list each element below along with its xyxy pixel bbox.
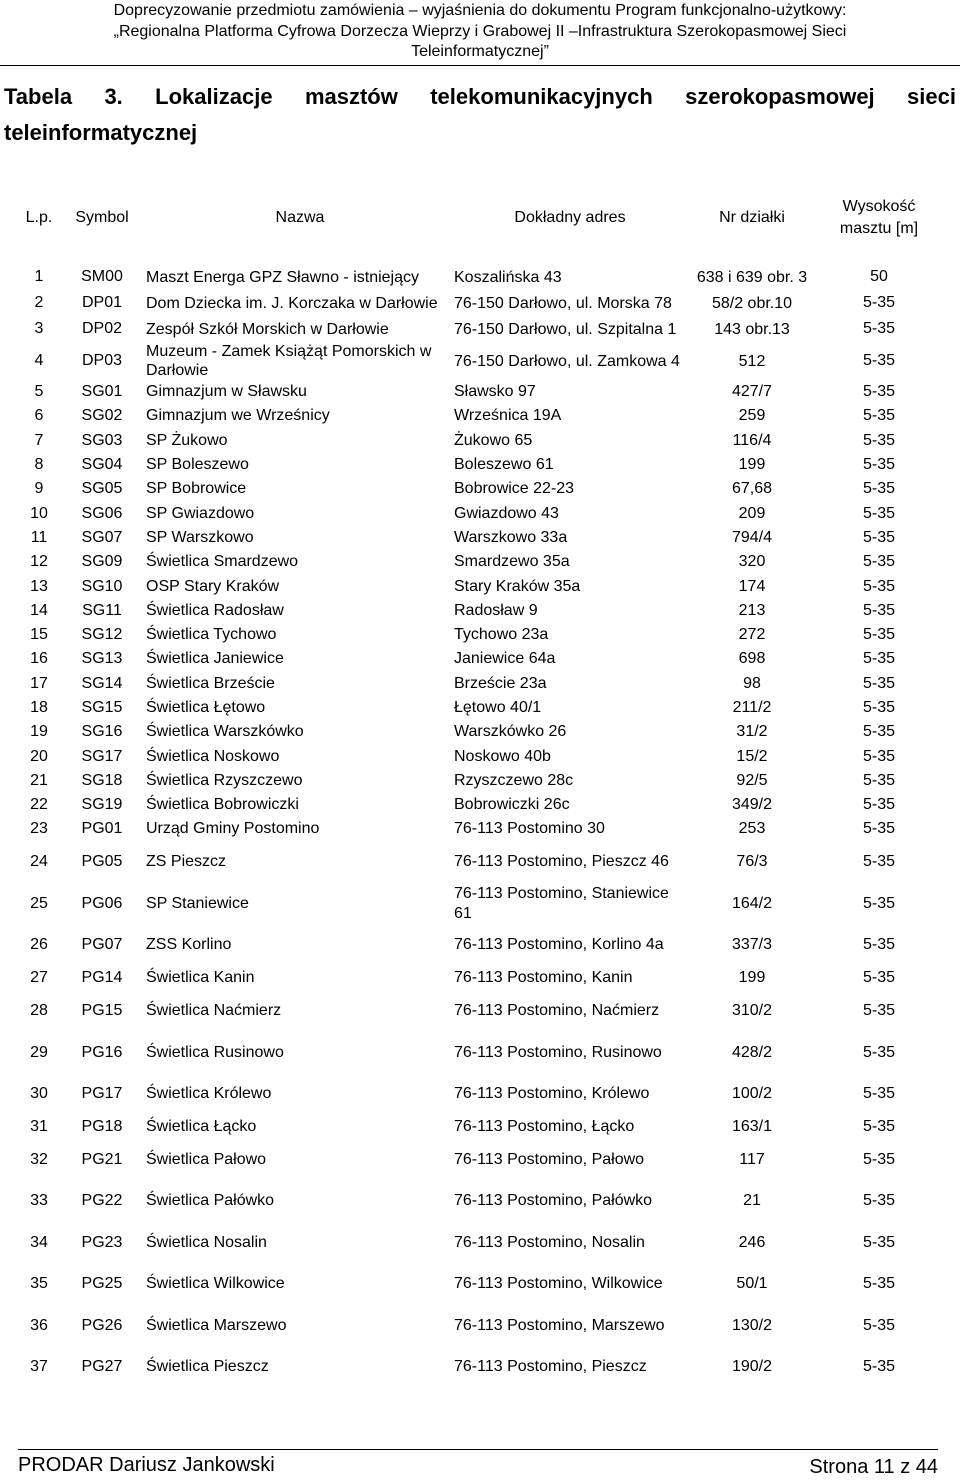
cell-lp: 6 bbox=[34, 407, 44, 425]
table-row bbox=[20, 501, 940, 525]
table-row bbox=[20, 696, 940, 720]
cell-lp: 19 bbox=[30, 723, 48, 741]
caption-line-2: teleinformatycznej bbox=[4, 120, 198, 145]
cell-symbol: SG13 bbox=[81, 650, 123, 668]
table-row bbox=[20, 526, 940, 550]
cell-symbol: SG01 bbox=[81, 383, 123, 401]
cell-symbol: SG06 bbox=[81, 504, 123, 522]
table-row bbox=[20, 966, 940, 990]
cell-nazwa: ZS Pieszcz bbox=[146, 853, 227, 871]
cell-wysokosc: 5-35 bbox=[862, 650, 896, 668]
cell-lp: 15 bbox=[30, 626, 48, 644]
caption-word: masztów bbox=[304, 84, 398, 109]
cell-adres: Gwiazdowo 43 bbox=[454, 504, 559, 522]
cell-wysokosc: 5-35 bbox=[862, 431, 896, 449]
cell-adres: Radosław 9 bbox=[454, 601, 538, 619]
cell-lp: 7 bbox=[34, 431, 44, 449]
cell-nazwa: Świetlica Tychowo bbox=[146, 626, 277, 644]
cell-lp: 14 bbox=[30, 601, 48, 619]
cell-symbol: PG06 bbox=[81, 894, 123, 912]
cell-symbol: PG18 bbox=[81, 1118, 123, 1136]
cell-dzialka: 174 bbox=[738, 577, 766, 595]
cell-wysokosc: 5-35 bbox=[862, 1358, 896, 1376]
cell-wysokosc: 5-35 bbox=[862, 480, 896, 498]
col-header-symbol: Symbol bbox=[75, 209, 129, 226]
cell-symbol: SG02 bbox=[81, 407, 123, 425]
cell-nazwa: OSP Stary Kraków bbox=[146, 577, 280, 595]
table-row bbox=[20, 342, 940, 380]
cell-symbol: DP03 bbox=[81, 352, 123, 369]
cell-dzialka: 638 i 639 obr. 3 bbox=[696, 268, 808, 286]
cell-adres: Warszkowo 33a bbox=[454, 528, 568, 546]
header-line-1: Doprecyzowanie przedmiotu zamówienia – wyjaśnienia do dokumentu Program funkcjonalno-użytkowy: bbox=[113, 2, 847, 19]
caption-word: telekomunikacyjnych bbox=[430, 84, 653, 109]
cell-adres: 76-113 Postomino, Pieszcz 46 bbox=[454, 853, 669, 871]
cell-dzialka: 209 bbox=[738, 504, 766, 522]
cell-nazwa: SP Boleszewo bbox=[146, 456, 249, 474]
table-row bbox=[20, 477, 940, 501]
cell-lp: 31 bbox=[30, 1118, 48, 1136]
cell-symbol: SM00 bbox=[81, 268, 123, 285]
cell-lp: 9 bbox=[34, 480, 44, 498]
cell-lp: 37 bbox=[30, 1358, 48, 1376]
table-row bbox=[20, 672, 940, 696]
cell-wysokosc: 5-35 bbox=[862, 674, 896, 692]
cell-dzialka: 246 bbox=[738, 1233, 766, 1251]
cell-adres: 76-113 Postomino, Pieszcz bbox=[454, 1358, 647, 1376]
mast-locations-table bbox=[20, 172, 940, 1388]
cell-dzialka: 58/2 obr.10 bbox=[711, 294, 793, 312]
cell-dzialka: 92/5 bbox=[736, 771, 768, 789]
cell-nazwa: Świetlica Warszkówko bbox=[146, 723, 304, 741]
cell-dzialka: 320 bbox=[738, 553, 766, 571]
cell-nazwa: Świetlica Rusinowo bbox=[146, 1043, 284, 1061]
cell-symbol: PG17 bbox=[81, 1085, 123, 1103]
caption-word: sieci bbox=[907, 84, 956, 109]
cell-adres: Warszkówko 26 bbox=[454, 723, 567, 741]
table-row bbox=[20, 720, 940, 744]
cell-adres: Rzyszczewo 28c bbox=[454, 771, 574, 789]
cell-symbol: PG14 bbox=[81, 969, 123, 987]
cell-adres: Brzeście 23a bbox=[454, 674, 547, 692]
col-header-wysokosc: Wysokość masztu [m] bbox=[839, 198, 919, 237]
page-footer bbox=[18, 1449, 938, 1480]
cell-wysokosc: 5-35 bbox=[862, 1085, 896, 1103]
cell-wysokosc: 5-35 bbox=[862, 747, 896, 765]
cell-dzialka: 310/2 bbox=[731, 1002, 773, 1020]
cell-symbol: PG07 bbox=[81, 936, 123, 954]
cell-symbol: SG19 bbox=[81, 796, 123, 814]
cell-lp: 12 bbox=[30, 553, 48, 571]
cell-adres: Łętowo 40/1 bbox=[454, 699, 542, 716]
cell-nazwa: SP Żukowo bbox=[146, 431, 228, 449]
cell-wysokosc: 5-35 bbox=[862, 294, 896, 311]
cell-nazwa: SP Gwiazdowo bbox=[146, 504, 255, 522]
cell-adres: Bobrowice 22-23 bbox=[454, 480, 575, 498]
cell-lp: 34 bbox=[30, 1233, 48, 1251]
cell-dzialka: 253 bbox=[738, 820, 766, 838]
cell-adres: 76-113 Postomino, Marszewo bbox=[454, 1316, 665, 1334]
cell-dzialka: 349/2 bbox=[731, 796, 773, 814]
cell-dzialka: 698 bbox=[738, 650, 766, 668]
cell-nazwa: Świetlica Smardzewo bbox=[146, 553, 299, 571]
cell-nazwa: Gimnazjum w Sławsku bbox=[146, 383, 307, 401]
cell-wysokosc: 5-35 bbox=[862, 1118, 896, 1136]
table-row bbox=[20, 1347, 940, 1389]
cell-symbol: SG07 bbox=[81, 528, 123, 546]
footer-page-number: Strona 11 z 44 bbox=[809, 1456, 938, 1478]
cell-lp: 29 bbox=[30, 1043, 48, 1061]
cell-adres: 76-113 Postomino, Pałowo bbox=[454, 1150, 645, 1168]
cell-dzialka: 163/1 bbox=[731, 1118, 773, 1136]
cell-wysokosc: 5-35 bbox=[862, 771, 896, 789]
cell-lp: 18 bbox=[30, 699, 48, 716]
cell-adres: 76-113 Postomino, Pałówko bbox=[454, 1192, 653, 1210]
cell-dzialka: 15/2 bbox=[736, 747, 768, 765]
table-row bbox=[20, 990, 940, 1032]
cell-nazwa: Świetlica Janiewice bbox=[146, 650, 284, 668]
caption-word: Lokalizacje bbox=[155, 84, 273, 109]
table-row bbox=[20, 1073, 940, 1115]
cell-nazwa: ZSS Korlino bbox=[146, 936, 232, 954]
cell-nazwa: Świetlica Łętowo bbox=[146, 699, 266, 716]
cell-adres: Sławsko 97 bbox=[454, 383, 536, 401]
cell-adres: 76-113 Postomino, Królewo bbox=[454, 1085, 650, 1103]
cell-lp: 17 bbox=[30, 674, 48, 692]
table-row bbox=[20, 925, 940, 967]
table-row bbox=[20, 1139, 940, 1181]
cell-dzialka: 259 bbox=[738, 407, 766, 425]
cell-dzialka: 211/2 bbox=[732, 699, 772, 716]
cell-nazwa: Świetlica Bobrowiczki bbox=[146, 796, 299, 814]
cell-lp: 4 bbox=[34, 352, 44, 369]
cell-nazwa: Świetlica Łącko bbox=[146, 1118, 257, 1136]
cell-nazwa: Świetlica Radosław bbox=[146, 601, 284, 619]
cell-dzialka: 117 bbox=[739, 1150, 765, 1168]
cell-nazwa: Świetlica Nosalin bbox=[146, 1233, 267, 1251]
cell-wysokosc: 5-35 bbox=[862, 796, 896, 814]
cell-symbol: PG26 bbox=[81, 1316, 123, 1334]
cell-wysokosc: 5-35 bbox=[862, 969, 896, 987]
table-row bbox=[20, 550, 940, 574]
cell-wysokosc: 5-35 bbox=[862, 699, 896, 716]
cell-wysokosc: 5-35 bbox=[862, 894, 896, 912]
cell-nazwa: Świetlica Wilkowice bbox=[146, 1275, 285, 1293]
cell-nazwa: Świetlica Marszewo bbox=[146, 1316, 287, 1334]
cell-lp: 26 bbox=[30, 936, 48, 954]
cell-symbol: SG10 bbox=[81, 577, 123, 595]
cell-dzialka: 199 bbox=[738, 456, 766, 474]
table-row bbox=[20, 647, 940, 671]
table-row bbox=[20, 769, 940, 793]
cell-adres: 76-113 Postomino, Naćmierz bbox=[454, 1002, 660, 1020]
table-row bbox=[20, 793, 940, 817]
cell-wysokosc: 5-35 bbox=[862, 504, 896, 522]
cell-nazwa: Świetlica Pałowo bbox=[146, 1150, 267, 1168]
table-row bbox=[20, 744, 940, 768]
cell-dzialka: 272 bbox=[738, 626, 766, 644]
cell-symbol: DP02 bbox=[81, 320, 123, 337]
cell-symbol: SG03 bbox=[81, 431, 123, 449]
cell-adres: Żukowo 65 bbox=[454, 431, 533, 449]
table-row bbox=[20, 599, 940, 623]
cell-lp: 22 bbox=[30, 796, 48, 814]
cell-wysokosc: 5-35 bbox=[862, 1275, 896, 1293]
cell-dzialka: 31/2 bbox=[736, 723, 768, 741]
cell-adres: 76-113 Postomino, Staniewice 61 bbox=[454, 884, 669, 922]
cell-dzialka: 100/2 bbox=[731, 1085, 773, 1103]
table-row bbox=[20, 1305, 940, 1347]
cell-lp: 8 bbox=[34, 456, 44, 474]
cell-adres: Boleszewo 61 bbox=[454, 456, 554, 474]
cell-lp: 24 bbox=[30, 853, 48, 871]
table-row bbox=[20, 1181, 940, 1223]
cell-lp: 2 bbox=[34, 294, 44, 311]
cell-nazwa: Świetlica Brzeście bbox=[146, 674, 275, 692]
header-divider bbox=[0, 65, 960, 66]
cell-nazwa: Zespół Szkół Morskich w Darłowie bbox=[146, 320, 389, 338]
table-row bbox=[20, 883, 940, 925]
cell-adres: Wrześnica 19A bbox=[454, 407, 562, 425]
cell-nazwa: Świetlica Noskowo bbox=[146, 747, 280, 765]
cell-nazwa: SP Staniewice bbox=[146, 894, 249, 912]
cell-nazwa: SP Bobrowice bbox=[146, 480, 247, 498]
cell-adres: Noskowo 40b bbox=[454, 747, 551, 765]
cell-nazwa: Świetlica Pieszcz bbox=[146, 1358, 269, 1376]
cell-symbol: PG27 bbox=[81, 1358, 123, 1376]
cell-symbol: PG23 bbox=[81, 1233, 123, 1251]
cell-nazwa: Urząd Gminy Postomino bbox=[146, 820, 320, 838]
caption-word: Tabela bbox=[4, 84, 73, 109]
cell-wysokosc: 5-35 bbox=[862, 352, 896, 369]
cell-dzialka: 76/3 bbox=[736, 853, 768, 871]
cell-adres: 76-113 Postomino, Korlino 4a bbox=[454, 936, 664, 954]
cell-wysokosc: 5-35 bbox=[862, 936, 896, 954]
cell-dzialka: 213 bbox=[738, 601, 766, 619]
cell-lp: 36 bbox=[30, 1316, 48, 1334]
table-row bbox=[20, 574, 940, 598]
cell-wysokosc: 5-35 bbox=[862, 723, 896, 741]
cell-lp: 3 bbox=[34, 320, 44, 337]
page-header bbox=[0, 0, 960, 63]
col-header-lp: L.p. bbox=[25, 209, 53, 226]
cell-adres: Koszalińska 43 bbox=[454, 268, 562, 286]
cell-dzialka: 50/1 bbox=[736, 1275, 768, 1293]
cell-adres: 76-113 Postomino, Kanin bbox=[454, 969, 633, 987]
cell-lp: 1 bbox=[34, 268, 44, 285]
cell-dzialka: 98 bbox=[743, 674, 761, 692]
table-row bbox=[20, 1115, 940, 1139]
table-row bbox=[20, 623, 940, 647]
col-header-dzialka: Nr działki bbox=[719, 209, 785, 226]
cell-wysokosc: 5-35 bbox=[862, 601, 896, 619]
cell-nazwa: Świetlica Naćmierz bbox=[146, 1002, 282, 1020]
cell-adres: Janiewice 64a bbox=[454, 650, 556, 668]
cell-wysokosc: 5-35 bbox=[862, 626, 896, 644]
cell-lp: 32 bbox=[30, 1150, 48, 1168]
header-line-2: „Regionalna Platforma Cyfrowa Dorzecza Wieprzy i Grabowej II –Infrastruktura Szerokopasmowej Sieci bbox=[113, 22, 847, 40]
cell-nazwa: Gimnazjum we Wrześnicy bbox=[146, 407, 330, 425]
cell-lp: 33 bbox=[30, 1192, 48, 1210]
table-row bbox=[20, 290, 940, 316]
cell-symbol: PG22 bbox=[81, 1192, 123, 1210]
cell-symbol: SG15 bbox=[81, 699, 123, 716]
cell-adres: 76-113 Postomino, Rusinowo bbox=[454, 1043, 662, 1061]
cell-adres: 76-113 Postomino, Nosalin bbox=[454, 1233, 645, 1251]
cell-wysokosc: 5-35 bbox=[862, 1150, 896, 1168]
cell-lp: 16 bbox=[30, 650, 48, 668]
cell-wysokosc: 5-35 bbox=[862, 820, 896, 838]
mast-locations-table-wrapper bbox=[20, 172, 940, 1388]
cell-nazwa: SP Warszkowo bbox=[146, 528, 254, 546]
table-row bbox=[20, 453, 940, 477]
cell-adres: Bobrowiczki 26c bbox=[454, 796, 570, 814]
cell-nazwa: Dom Dziecka im. J. Korczaka w Darłowie bbox=[146, 294, 438, 312]
cell-wysokosc: 5-35 bbox=[862, 456, 896, 474]
cell-symbol: SG04 bbox=[81, 456, 123, 474]
cell-dzialka: 164/2 bbox=[731, 894, 773, 912]
cell-dzialka: 337/3 bbox=[731, 936, 773, 954]
cell-lp: 20 bbox=[30, 747, 48, 765]
table-row bbox=[20, 264, 940, 290]
cell-dzialka: 199 bbox=[738, 969, 766, 987]
col-header-nazwa: Nazwa bbox=[275, 209, 325, 226]
footer-company: PRODAR Dariusz Jankowski bbox=[18, 1454, 275, 1476]
cell-symbol: PG21 bbox=[81, 1150, 123, 1168]
cell-dzialka: 427/7 bbox=[731, 383, 773, 401]
cell-wysokosc: 5-35 bbox=[862, 853, 896, 871]
cell-wysokosc: 50 bbox=[870, 268, 888, 285]
cell-lp: 25 bbox=[30, 894, 48, 912]
cell-symbol: SG05 bbox=[81, 480, 123, 498]
cell-adres: 76-150 Darłowo, ul. Zamkowa 4 bbox=[454, 352, 680, 370]
cell-symbol: PG16 bbox=[81, 1043, 123, 1061]
cell-nazwa: Maszt Energa GPZ Sławno - istniejący bbox=[146, 268, 419, 286]
cell-symbol: SG09 bbox=[81, 553, 123, 571]
cell-wysokosc: 5-35 bbox=[862, 528, 896, 546]
table-row bbox=[20, 1264, 940, 1306]
cell-lp: 11 bbox=[30, 528, 48, 546]
cell-adres: 76-113 Postomino, Wilkowice bbox=[454, 1275, 663, 1293]
cell-symbol: SG14 bbox=[81, 674, 123, 692]
table-row bbox=[20, 1032, 940, 1074]
cell-wysokosc: 5-35 bbox=[862, 320, 896, 337]
cell-dzialka: 67,68 bbox=[731, 480, 773, 498]
cell-wysokosc: 5-35 bbox=[862, 1233, 896, 1251]
cell-symbol: PG25 bbox=[81, 1275, 123, 1293]
cell-lp: 28 bbox=[30, 1002, 48, 1020]
cell-symbol: SG18 bbox=[81, 771, 123, 789]
cell-symbol: PG01 bbox=[81, 820, 123, 838]
cell-lp: 21 bbox=[30, 771, 48, 789]
table-row bbox=[20, 842, 940, 884]
cell-lp: 13 bbox=[30, 577, 48, 595]
cell-symbol: DP01 bbox=[81, 294, 123, 311]
cell-wysokosc: 5-35 bbox=[862, 1192, 896, 1210]
cell-nazwa: Muzeum - Zamek Książąt Pomorskich w Darłowie bbox=[146, 343, 432, 379]
cell-adres: Tychowo 23a bbox=[454, 626, 549, 644]
table-caption bbox=[4, 79, 956, 151]
caption-line-1 bbox=[4, 79, 956, 115]
cell-lp: 10 bbox=[30, 504, 48, 522]
cell-nazwa: Świetlica Pałówko bbox=[146, 1192, 275, 1210]
cell-lp: 30 bbox=[30, 1085, 48, 1103]
table-row bbox=[20, 817, 940, 841]
cell-adres: Smardzewo 35a bbox=[454, 553, 570, 571]
cell-wysokosc: 5-35 bbox=[862, 407, 896, 425]
cell-lp: 27 bbox=[30, 969, 48, 987]
cell-wysokosc: 5-35 bbox=[862, 383, 896, 401]
cell-wysokosc: 5-35 bbox=[862, 1316, 896, 1334]
cell-dzialka: 116/4 bbox=[732, 431, 772, 449]
cell-dzialka: 512 bbox=[738, 352, 766, 370]
cell-symbol: SG17 bbox=[81, 747, 123, 765]
cell-lp: 35 bbox=[30, 1275, 48, 1293]
table-header-row bbox=[20, 172, 940, 264]
cell-nazwa: Świetlica Rzyszczewo bbox=[146, 771, 303, 789]
table-row bbox=[20, 404, 940, 428]
cell-nazwa: Świetlica Kanin bbox=[146, 969, 255, 987]
cell-dzialka: 428/2 bbox=[731, 1043, 773, 1061]
cell-symbol: SG12 bbox=[81, 626, 123, 644]
table-row bbox=[20, 316, 940, 342]
cell-adres: 76-113 Postomino 30 bbox=[454, 820, 605, 838]
cell-wysokosc: 5-35 bbox=[862, 577, 896, 595]
table-row bbox=[20, 1222, 940, 1264]
cell-nazwa: Świetlica Królewo bbox=[146, 1085, 272, 1103]
cell-adres: 76-150 Darłowo, ul. Morska 78 bbox=[454, 294, 672, 312]
col-header-adres: Dokładny adres bbox=[514, 209, 626, 226]
table-body bbox=[20, 264, 940, 1388]
cell-symbol: PG15 bbox=[81, 1002, 123, 1020]
cell-wysokosc: 5-35 bbox=[862, 553, 896, 571]
cell-symbol: SG11 bbox=[82, 601, 122, 619]
cell-dzialka: 21 bbox=[743, 1192, 761, 1210]
cell-wysokosc: 5-35 bbox=[862, 1002, 896, 1020]
cell-adres: 76-113 Postomino, Łącko bbox=[454, 1118, 635, 1136]
cell-dzialka: 143 obr.13 bbox=[714, 320, 790, 338]
cell-lp: 23 bbox=[30, 820, 48, 838]
cell-symbol: PG05 bbox=[81, 853, 123, 871]
cell-lp: 5 bbox=[34, 383, 44, 401]
cell-adres: 76-150 Darłowo, ul. Szpitalna 1 bbox=[454, 320, 677, 338]
cell-dzialka: 190/2 bbox=[731, 1358, 773, 1376]
cell-adres: Stary Kraków 35a bbox=[454, 577, 581, 595]
cell-wysokosc: 5-35 bbox=[862, 1043, 896, 1061]
table-row bbox=[20, 429, 940, 453]
table-row bbox=[20, 380, 940, 404]
caption-word: 3. bbox=[104, 84, 123, 109]
caption-word: szerokopasmowej bbox=[685, 84, 875, 109]
cell-symbol: SG16 bbox=[81, 723, 123, 741]
header-line-3: Teleinformatycznej” bbox=[411, 43, 549, 60]
cell-dzialka: 794/4 bbox=[731, 528, 773, 546]
cell-dzialka: 130/2 bbox=[731, 1316, 773, 1334]
